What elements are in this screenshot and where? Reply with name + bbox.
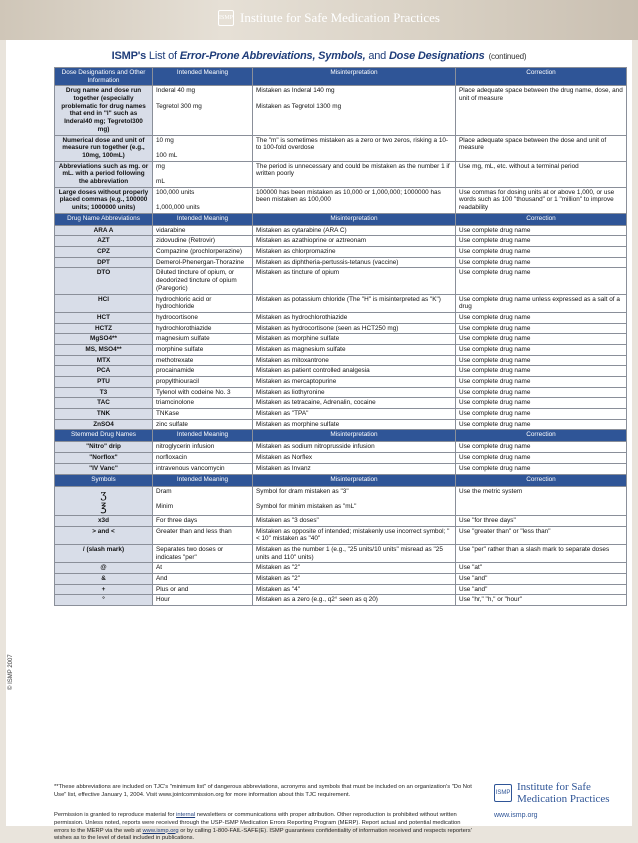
row-label-cell: DPT [55,257,153,268]
table-cell: zinc sulfate [153,419,253,430]
row-label-cell: ZnSO4 [55,419,153,430]
footnote: **These abbreviations are included on TJC's "minimum list" of dangerous abbreviations, acronyms and symbols that must be included on an organization's "Do Not Use" list, effective January 1, 2004. Visit www.jointcommission.org for more information about this TJC requirement. [54,784,472,798]
table-cell: Mistaken as tincture of opium [253,268,456,294]
table-cell: morphine sulfate [153,344,253,355]
row-label-cell: MTX [55,355,153,366]
table-cell: Use "hr," "h," or "hour" [456,595,627,606]
table-row [55,377,627,388]
abbreviations-table [54,67,627,606]
row-label-cell: ʒ ℥ [55,486,153,515]
table-cell: Use complete drug name [456,268,627,294]
table-row [55,161,627,187]
table-cell: Use complete drug name [456,398,627,409]
page-title: ISMP's List of Error-Prone Abbreviations, Symbols, and Dose Designations (continued) [111,50,527,62]
table-row [55,187,627,213]
row-label-cell: "Norflox" [55,453,153,464]
table-cell: mg mL [153,161,253,187]
column-header: Correction [456,213,627,225]
table-cell: Mistaken as sodium nitroprusside infusion [253,442,456,453]
table-cell: Use complete drug name [456,453,627,464]
row-label-cell: & [55,574,153,585]
table-row [55,86,627,135]
table-cell: Use complete drug name [456,334,627,345]
row-label-cell: Drug name and dose run together (especially problematic for drug names that end in "l" such as Inderal40 mg; Tegretol300 mg) [55,86,153,135]
table-cell: Mistaken as chlorpromazine [253,247,456,258]
row-label-cell: HCT [55,312,153,323]
table-cell: Mistaken as "2" [253,574,456,585]
table-cell: Use "and" [456,574,627,585]
table-cell: magnesium sulfate [153,334,253,345]
table-cell: Use complete drug name [456,366,627,377]
document-page [6,40,632,842]
table-cell: Mistaken as hydrocortisone (seen as HCT250 mg) [253,323,456,334]
table-cell: Separates two doses or indicates "per" [153,544,253,562]
copyright-label: © ISMP 2007 [8,654,14,690]
section-header-row [55,474,627,486]
row-label-cell: + [55,584,153,595]
table-row [55,398,627,409]
table-cell: Mistaken as potassium chloride (The "H" is misinterpreted as "K") [253,294,456,312]
table-cell: And [153,574,253,585]
table-row [55,236,627,247]
table-cell: Mistaken as mercaptopurine [253,377,456,388]
table-cell: 100,000 units 1,000,000 units [153,187,253,213]
table-cell: Mistaken as opposite of intended; mistakenly use incorrect symbol; "< 10" mistaken as "40" [253,526,456,544]
row-label-cell: Abbreviations such as mg. or mL. with a period following the abbreviation [55,161,153,187]
table-cell: Tylenol with codeine No. 3 [153,387,253,398]
bottom-logo-text: Institute for Safe Medication Practices [517,781,610,805]
row-label-cell: MgSO4** [55,334,153,345]
row-label-cell: HCl [55,294,153,312]
table-cell: nitroglycerin infusion [153,442,253,453]
table-cell: Use complete drug name [456,257,627,268]
row-label-cell: / (slash mark) [55,544,153,562]
table-row [55,584,627,595]
table-cell: Inderal 40 mg Tegretol 300 mg [153,86,253,135]
table-cell: Symbol for dram mistaken as "3" Symbol for minim mistaken as "mL" [253,486,456,515]
ismp-logo-icon: ISMP [218,10,234,26]
column-header: Misinterpretation [253,68,456,86]
table-row [55,409,627,420]
bottom-url[interactable]: www.ismp.org [494,812,538,819]
column-header: Dose Designations and Other Information [55,68,153,86]
column-header: Stemmed Drug Names [55,430,153,442]
table-row [55,419,627,430]
column-header: Correction [456,474,627,486]
table-cell: Mistaken as Norflex [253,453,456,464]
table-row [55,387,627,398]
column-header: Drug Name Abbreviations [55,213,153,225]
table-cell: Hour [153,595,253,606]
table-cell: Mistaken as "TPA" [253,409,456,420]
table-row [55,334,627,345]
row-label-cell: x3d [55,515,153,526]
table-row [55,574,627,585]
table-row [55,268,627,294]
section-header-row [55,213,627,225]
table-cell: norfloxacin [153,453,253,464]
table-cell: Greater than and less than [153,526,253,544]
table-cell: Use commas for dosing units at or above 1,000, or use words such as 100 "thousand" or 1 "million" to improve readability [456,187,627,213]
table-cell: Mistaken as hydrochlorothiazide [253,312,456,323]
table-cell: Mistaken as mitoxantrone [253,355,456,366]
top-banner [0,0,638,40]
table-cell: methotrexate [153,355,253,366]
row-label-cell: Large doses without properly placed commas (e.g., 100000 units; 1000000 units) [55,187,153,213]
table-cell: Use complete drug name [456,236,627,247]
table-cell: Mistaken as azathioprine or aztreonam [253,236,456,247]
table-cell: Mistaken as Invanz [253,463,456,474]
table-row [55,442,627,453]
ismp-link[interactable]: www.ismp.org [142,827,179,834]
row-label-cell: "IV Vanc" [55,463,153,474]
column-header: Misinterpretation [253,474,456,486]
table-cell: Mistaken as patient controlled analgesia [253,366,456,377]
table-cell: Mistaken as Inderal 140 mg Mistaken as Tegretol 1300 mg [253,86,456,135]
table-cell: Use complete drug name [456,419,627,430]
row-label-cell: AZT [55,236,153,247]
table-row [55,257,627,268]
table-cell: Use "for three days" [456,515,627,526]
table-cell: hydrochloric acid or hydrochloride [153,294,253,312]
row-label-cell: T3 [55,387,153,398]
table-cell: hydrochlorothiazide [153,323,253,334]
table-cell: Use complete drug name [456,377,627,388]
column-header: Intended Meaning [153,68,253,86]
table-cell: propylthiouracil [153,377,253,388]
section-header-row [55,430,627,442]
table-cell: Mistaken as morphine sulfate [253,419,456,430]
table-cell: Use complete drug name [456,344,627,355]
table-cell: TNKase [153,409,253,420]
table-cell: Use complete drug name [456,355,627,366]
table-cell: Use "at" [456,563,627,574]
table-row [55,294,627,312]
column-header: Correction [456,430,627,442]
table-cell: Demerol-Phenergan-Thorazine [153,257,253,268]
section-header-row [55,68,627,86]
table-cell: Use complete drug name [456,442,627,453]
table-cell: triamcinolone [153,398,253,409]
table-cell: procainamide [153,366,253,377]
table-cell: Use complete drug name unless expressed as a salt of a drug [456,294,627,312]
row-label-cell: PTU [55,377,153,388]
row-label-cell: CPZ [55,247,153,258]
table-cell: Mistaken as liothyronine [253,387,456,398]
table-row [55,595,627,606]
table-cell: hydrocortisone [153,312,253,323]
table-cell: Diluted tincture of opium, or deodorized tincture of opium (Paregoric) [153,268,253,294]
table-cell: Mistaken as magnesium sulfate [253,344,456,355]
table-cell: Use "greater than" or "less than" [456,526,627,544]
table-cell: Place adequate space between the drug name, dose, and unit of measure [456,86,627,135]
continued-label: (continued) [488,52,527,61]
table-cell: vidarabine [153,225,253,236]
table-cell: zidovudine (Retrovir) [153,236,253,247]
table-body [55,68,627,606]
table-cell: Mistaken as cytarabine (ARA C) [253,225,456,236]
table-cell: Use "and" [456,584,627,595]
ismp-mark-icon: ISMP [494,784,512,802]
row-label-cell: MS, MSO4** [55,344,153,355]
table-cell: Use "per" rather than a slash mark to separate doses [456,544,627,562]
column-header: Symbols [55,474,153,486]
table-cell: Use complete drug name [456,387,627,398]
table-row [55,323,627,334]
table-cell: The "m" is sometimes mistaken as a zero or two zeros, risking a 10- to 100-fold overdose [253,135,456,161]
table-row [55,312,627,323]
row-label-cell: > and < [55,526,153,544]
table-cell: Plus or and [153,584,253,595]
row-label-cell: TNK [55,409,153,420]
table-cell: Compazine (prochlorperazine) [153,247,253,258]
table-cell: Mistaken as "2" [253,563,456,574]
table-cell: Place adequate space between the dose and unit of measure [456,135,627,161]
header-brand [218,10,440,26]
row-label-cell: "Nitro" drip [55,442,153,453]
column-header: Intended Meaning [153,213,253,225]
table-cell: Use mg, mL, etc. without a terminal period [456,161,627,187]
permission-notice: Permission is granted to reproduce material for internal newsletters or communications with proper attribution. Other reproduction is prohibited without written permission. Unless noted, reports were received through the USP-ISMP Medication Errors Reporting Program (MERP). Report actual and potential medication errors to the MERP via the web at www.ismp.org or by calling 1-800-FAIL-SAFE(E). ISMP guarantees confidentiality of information received and respects reporters' wishes as to the level of detail included in publications. [54,812,472,842]
table-cell: Use the metric system [456,486,627,515]
table-cell: Mistaken as morphine sulfate [253,334,456,345]
bottom-logo [494,782,624,805]
table-cell: intravenous vancomycin [153,463,253,474]
row-label-cell: ARA A [55,225,153,236]
table-row [55,135,627,161]
table-row [55,526,627,544]
column-header: Misinterpretation [253,430,456,442]
table-cell: Use complete drug name [456,312,627,323]
row-label-cell: PCA [55,366,153,377]
table-row [55,463,627,474]
row-label-cell: HCTZ [55,323,153,334]
table-cell: 10 mg 100 mL [153,135,253,161]
table-cell: Use complete drug name [456,247,627,258]
table-cell: Use complete drug name [456,409,627,420]
table-row [55,344,627,355]
table-row [55,453,627,464]
table-row [55,225,627,236]
table-row [55,486,627,515]
table-cell: Mistaken as tetracaine, Adrenalin, cocaine [253,398,456,409]
table-cell: At [153,563,253,574]
table-cell: The period is unnecessary and could be mistaken as the number 1 if written poorly [253,161,456,187]
table-row [55,544,627,562]
column-header: Correction [456,68,627,86]
table-cell: Mistaken as "4" [253,584,456,595]
table-row [55,515,627,526]
column-header: Intended Meaning [153,430,253,442]
table-cell: Mistaken as diphtheria-pertussis-tetanus (vaccine) [253,257,456,268]
table-cell: Use complete drug name [456,225,627,236]
table-cell: Mistaken as a zero (e.g., q2° seen as q 20) [253,595,456,606]
row-label-cell: @ [55,563,153,574]
table-cell: 100000 has been mistaken as 10,000 or 1,000,000; 1000000 has been mistaken as 100,000 [253,187,456,213]
column-header: Intended Meaning [153,474,253,486]
row-label-cell: ° [55,595,153,606]
table-cell: Mistaken as "3 doses" [253,515,456,526]
table-row [55,366,627,377]
table-cell: Mistaken as the number 1 (e.g., "25 units/10 units" misread as "25 units and 110" units) [253,544,456,562]
table-cell: Dram Minim [153,486,253,515]
table-row [55,563,627,574]
table-row [55,247,627,258]
table-row [55,355,627,366]
table-cell: Use complete drug name [456,323,627,334]
row-label-cell: TAC [55,398,153,409]
column-header: Misinterpretation [253,213,456,225]
row-label-cell: DTO [55,268,153,294]
table-cell: Use complete drug name [456,463,627,474]
table-cell: For three days [153,515,253,526]
header-org-name: Institute for Safe Medication Practices [240,10,440,25]
row-label-cell: Numerical dose and unit of measure run together (e.g., 10mg, 100mL) [55,135,153,161]
